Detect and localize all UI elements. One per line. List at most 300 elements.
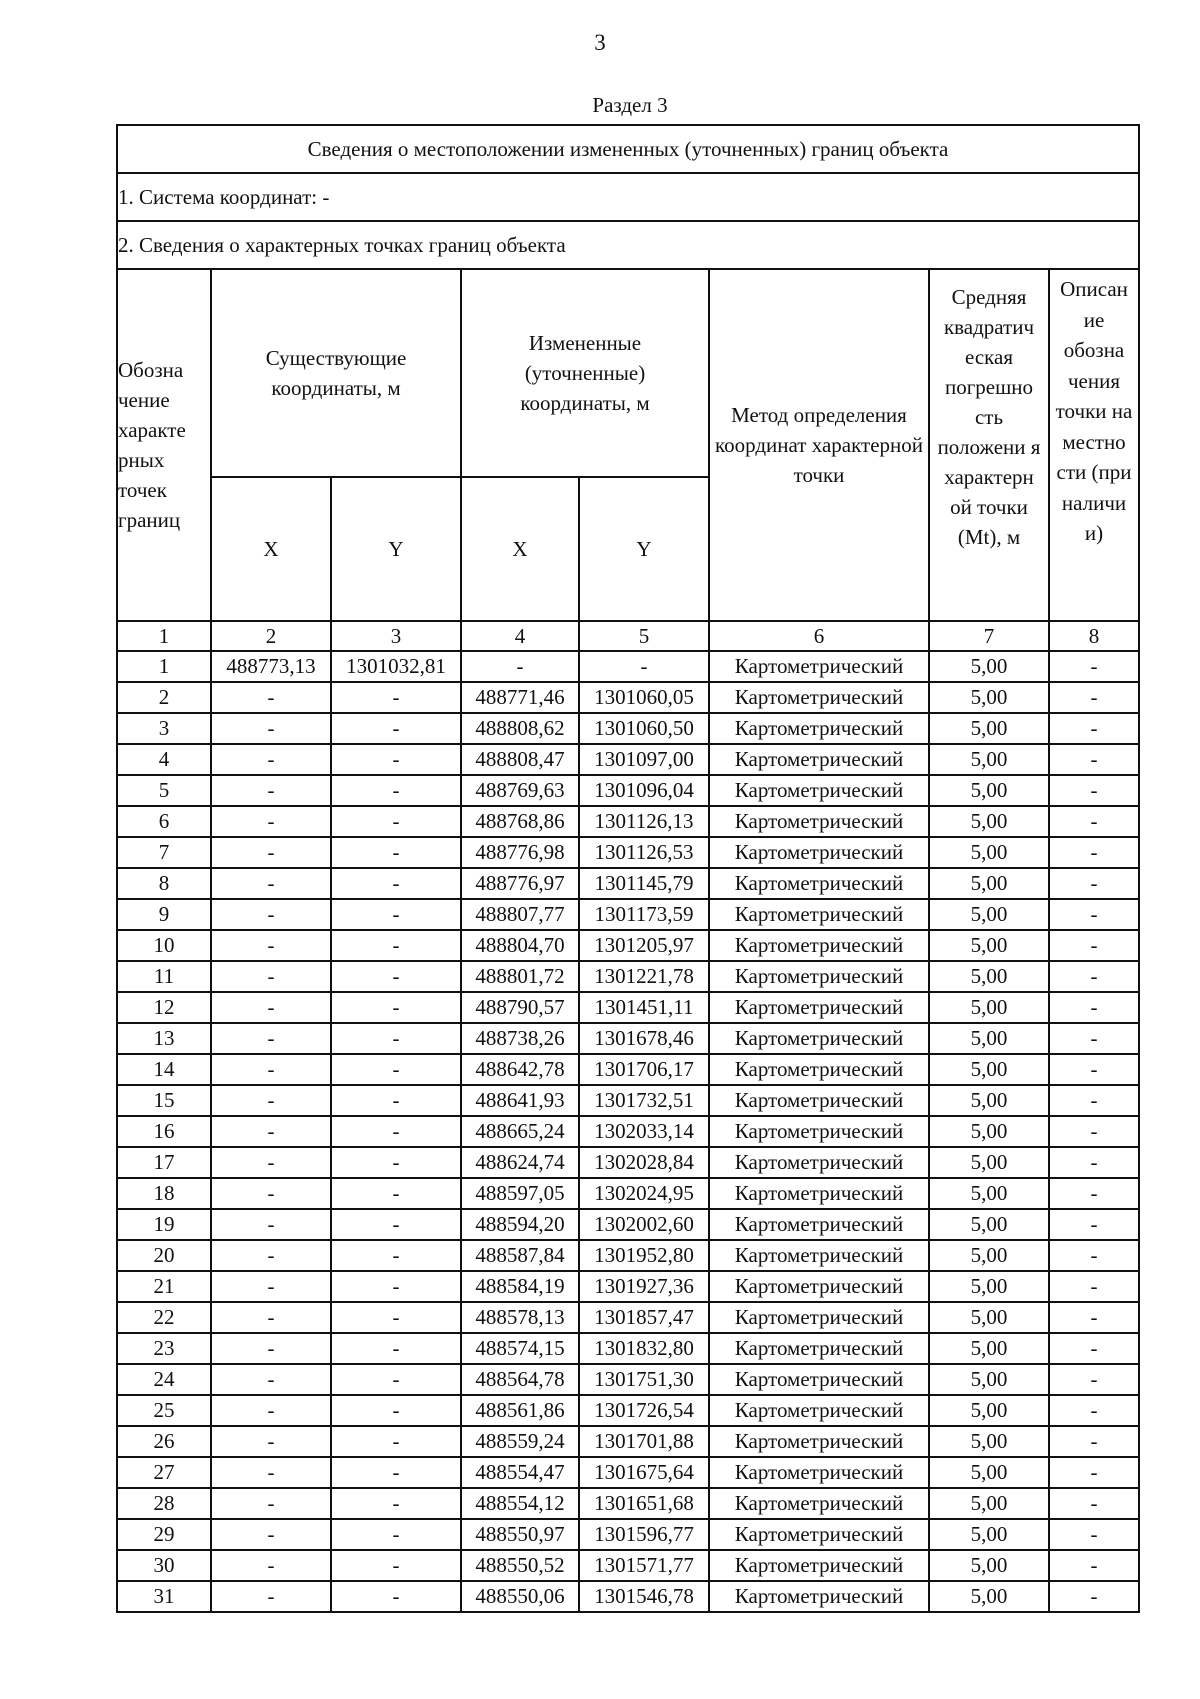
point-number-cell: 18 bbox=[117, 1178, 211, 1209]
header-mt-text: Средняя квадратич еская погрешно сть положени я характерн ой точки (Mt), м bbox=[937, 285, 1041, 549]
table-row bbox=[117, 1457, 1139, 1488]
points-section-line: 2. Сведения о характерных точках границ объекта bbox=[117, 221, 1139, 269]
table-row bbox=[117, 1271, 1139, 1302]
method-cell: Картометрический bbox=[709, 651, 929, 682]
changed-x-cell: 488776,98 bbox=[461, 837, 579, 868]
changed-y-cell: 1301952,80 bbox=[579, 1240, 709, 1271]
existing-y-cell: - bbox=[331, 1147, 461, 1178]
table-row bbox=[117, 1519, 1139, 1550]
header-changed-x: X bbox=[461, 477, 579, 621]
table-row bbox=[117, 713, 1139, 744]
mt-cell: 5,00 bbox=[929, 744, 1049, 775]
existing-x-cell: - bbox=[211, 930, 331, 961]
changed-x-cell: 488808,47 bbox=[461, 744, 579, 775]
existing-y-cell: - bbox=[331, 1271, 461, 1302]
changed-x-cell: 488807,77 bbox=[461, 899, 579, 930]
point-number-cell: 21 bbox=[117, 1271, 211, 1302]
point-number-cell: 15 bbox=[117, 1085, 211, 1116]
method-cell: Картометрический bbox=[709, 1023, 929, 1054]
existing-y-cell: - bbox=[331, 1457, 461, 1488]
description-cell: - bbox=[1049, 1023, 1139, 1054]
column-number: 1 bbox=[117, 621, 211, 651]
changed-y-cell: - bbox=[579, 651, 709, 682]
changed-x-cell: 488790,57 bbox=[461, 992, 579, 1023]
method-cell: Картометрический bbox=[709, 1178, 929, 1209]
existing-x-cell: - bbox=[211, 682, 331, 713]
description-cell: - bbox=[1049, 1240, 1139, 1271]
point-number-cell: 22 bbox=[117, 1302, 211, 1333]
existing-y-cell: - bbox=[331, 1085, 461, 1116]
method-cell: Картометрический bbox=[709, 1550, 929, 1581]
changed-y-cell: 1301927,36 bbox=[579, 1271, 709, 1302]
existing-x-cell: - bbox=[211, 961, 331, 992]
existing-x-cell: - bbox=[211, 713, 331, 744]
mt-cell: 5,00 bbox=[929, 1426, 1049, 1457]
changed-y-cell: 1301451,11 bbox=[579, 992, 709, 1023]
point-number-cell: 16 bbox=[117, 1116, 211, 1147]
changed-x-cell: 488665,24 bbox=[461, 1116, 579, 1147]
existing-x-cell: 488773,13 bbox=[211, 651, 331, 682]
existing-y-cell: - bbox=[331, 868, 461, 899]
existing-x-cell: - bbox=[211, 1116, 331, 1147]
changed-x-cell: 488808,62 bbox=[461, 713, 579, 744]
method-cell: Картометрический bbox=[709, 961, 929, 992]
header-existing-coords-text: Существующие координаты, м bbox=[265, 346, 407, 400]
header-existing-coords bbox=[211, 269, 461, 477]
header-existing-x: X bbox=[211, 477, 331, 621]
method-cell: Картометрический bbox=[709, 899, 929, 930]
mt-cell: 5,00 bbox=[929, 1488, 1049, 1519]
column-number: 6 bbox=[709, 621, 929, 651]
method-cell: Картометрический bbox=[709, 1147, 929, 1178]
description-cell: - bbox=[1049, 1488, 1139, 1519]
method-cell: Картометрический bbox=[709, 1581, 929, 1612]
mt-cell: 5,00 bbox=[929, 961, 1049, 992]
method-cell: Картометрический bbox=[709, 806, 929, 837]
changed-x-cell: 488738,26 bbox=[461, 1023, 579, 1054]
changed-x-cell: 488559,24 bbox=[461, 1426, 579, 1457]
mt-cell: 5,00 bbox=[929, 1302, 1049, 1333]
mt-cell: 5,00 bbox=[929, 1085, 1049, 1116]
description-cell: - bbox=[1049, 1178, 1139, 1209]
column-number: 3 bbox=[331, 621, 461, 651]
method-cell: Картометрический bbox=[709, 992, 929, 1023]
description-cell: - bbox=[1049, 1550, 1139, 1581]
point-number-cell: 4 bbox=[117, 744, 211, 775]
changed-y-cell: 1301060,05 bbox=[579, 682, 709, 713]
method-cell: Картометрический bbox=[709, 682, 929, 713]
point-number-cell: 12 bbox=[117, 992, 211, 1023]
changed-y-cell: 1301571,77 bbox=[579, 1550, 709, 1581]
table-row bbox=[117, 868, 1139, 899]
description-cell: - bbox=[1049, 744, 1139, 775]
header-changed-y: Y bbox=[579, 477, 709, 621]
mt-cell: 5,00 bbox=[929, 837, 1049, 868]
existing-x-cell: - bbox=[211, 1581, 331, 1612]
existing-x-cell: - bbox=[211, 1457, 331, 1488]
table-row bbox=[117, 1054, 1139, 1085]
point-number-cell: 7 bbox=[117, 837, 211, 868]
existing-y-cell: - bbox=[331, 1550, 461, 1581]
existing-y-cell: - bbox=[331, 682, 461, 713]
mt-cell: 5,00 bbox=[929, 899, 1049, 930]
existing-x-cell: - bbox=[211, 806, 331, 837]
changed-y-cell: 1301701,88 bbox=[579, 1426, 709, 1457]
point-number-cell: 1 bbox=[117, 651, 211, 682]
changed-y-cell: 1301675,64 bbox=[579, 1457, 709, 1488]
changed-x-cell: 488550,52 bbox=[461, 1550, 579, 1581]
table-row bbox=[117, 837, 1139, 868]
mt-cell: 5,00 bbox=[929, 651, 1049, 682]
existing-x-cell: - bbox=[211, 1085, 331, 1116]
description-cell: - bbox=[1049, 1364, 1139, 1395]
header-description-text: Описан ие обозна чения точки на местно сти (при наличи и) bbox=[1055, 277, 1133, 545]
changed-y-cell: 1301060,50 bbox=[579, 713, 709, 744]
mt-cell: 5,00 bbox=[929, 1147, 1049, 1178]
method-cell: Картометрический bbox=[709, 1395, 929, 1426]
table-row bbox=[117, 1550, 1139, 1581]
existing-y-cell: - bbox=[331, 1054, 461, 1085]
method-cell: Картометрический bbox=[709, 775, 929, 806]
method-cell: Картометрический bbox=[709, 1488, 929, 1519]
description-cell: - bbox=[1049, 961, 1139, 992]
description-cell: - bbox=[1049, 775, 1139, 806]
mt-cell: 5,00 bbox=[929, 1116, 1049, 1147]
table-row bbox=[117, 1302, 1139, 1333]
description-cell: - bbox=[1049, 1395, 1139, 1426]
method-cell: Картометрический bbox=[709, 837, 929, 868]
existing-x-cell: - bbox=[211, 1023, 331, 1054]
existing-x-cell: - bbox=[211, 1178, 331, 1209]
changed-x-cell: 488561,86 bbox=[461, 1395, 579, 1426]
column-number: 8 bbox=[1049, 621, 1139, 651]
table-row bbox=[117, 961, 1139, 992]
point-number-cell: 26 bbox=[117, 1426, 211, 1457]
existing-y-cell: - bbox=[331, 1488, 461, 1519]
existing-y-cell: - bbox=[331, 775, 461, 806]
existing-x-cell: - bbox=[211, 837, 331, 868]
existing-x-cell: - bbox=[211, 899, 331, 930]
header-changed-coords-text: Измененные (уточненные) координаты, м bbox=[520, 331, 650, 415]
column-number-row bbox=[117, 621, 1139, 651]
changed-x-cell: 488624,74 bbox=[461, 1147, 579, 1178]
existing-y-cell: - bbox=[331, 1240, 461, 1271]
existing-y-cell: - bbox=[331, 961, 461, 992]
changed-y-cell: 1301706,17 bbox=[579, 1054, 709, 1085]
existing-x-cell: - bbox=[211, 1209, 331, 1240]
description-cell: - bbox=[1049, 1054, 1139, 1085]
mt-cell: 5,00 bbox=[929, 1333, 1049, 1364]
changed-x-cell: - bbox=[461, 651, 579, 682]
table-row bbox=[117, 1085, 1139, 1116]
changed-y-cell: 1301145,79 bbox=[579, 868, 709, 899]
point-number-cell: 6 bbox=[117, 806, 211, 837]
table-row bbox=[117, 930, 1139, 961]
description-cell: - bbox=[1049, 992, 1139, 1023]
header-existing-y: Y bbox=[331, 477, 461, 621]
changed-y-cell: 1301173,59 bbox=[579, 899, 709, 930]
existing-x-cell: - bbox=[211, 1488, 331, 1519]
table-row bbox=[117, 1023, 1139, 1054]
existing-y-cell: - bbox=[331, 1581, 461, 1612]
changed-y-cell: 1301596,77 bbox=[579, 1519, 709, 1550]
description-cell: - bbox=[1049, 713, 1139, 744]
point-number-cell: 31 bbox=[117, 1581, 211, 1612]
method-cell: Картометрический bbox=[709, 868, 929, 899]
mt-cell: 5,00 bbox=[929, 1023, 1049, 1054]
changed-x-cell: 488768,86 bbox=[461, 806, 579, 837]
description-cell: - bbox=[1049, 837, 1139, 868]
existing-x-cell: - bbox=[211, 775, 331, 806]
column-number: 5 bbox=[579, 621, 709, 651]
description-cell: - bbox=[1049, 1457, 1139, 1488]
table-row bbox=[117, 1116, 1139, 1147]
changed-x-cell: 488584,19 bbox=[461, 1271, 579, 1302]
table-row bbox=[117, 1426, 1139, 1457]
table-row bbox=[117, 1178, 1139, 1209]
existing-x-cell: - bbox=[211, 1240, 331, 1271]
description-cell: - bbox=[1049, 682, 1139, 713]
changed-y-cell: 1301726,54 bbox=[579, 1395, 709, 1426]
changed-x-cell: 488550,97 bbox=[461, 1519, 579, 1550]
table-row bbox=[117, 1488, 1139, 1519]
changed-y-cell: 1301651,68 bbox=[579, 1488, 709, 1519]
existing-y-cell: - bbox=[331, 899, 461, 930]
header-point-designation: Обозна чение характе рных точек границ bbox=[117, 269, 211, 621]
point-number-cell: 13 bbox=[117, 1023, 211, 1054]
point-number-cell: 27 bbox=[117, 1457, 211, 1488]
changed-y-cell: 1301096,04 bbox=[579, 775, 709, 806]
mt-cell: 5,00 bbox=[929, 1457, 1049, 1488]
mt-cell: 5,00 bbox=[929, 682, 1049, 713]
method-cell: Картометрический bbox=[709, 1085, 929, 1116]
mt-cell: 5,00 bbox=[929, 1395, 1049, 1426]
point-number-cell: 20 bbox=[117, 1240, 211, 1271]
description-cell: - bbox=[1049, 1426, 1139, 1457]
existing-y-cell: - bbox=[331, 1178, 461, 1209]
method-cell: Картометрический bbox=[709, 1519, 929, 1550]
existing-y-cell: - bbox=[331, 1364, 461, 1395]
changed-y-cell: 1302024,95 bbox=[579, 1178, 709, 1209]
changed-y-cell: 1301205,97 bbox=[579, 930, 709, 961]
changed-x-cell: 488594,20 bbox=[461, 1209, 579, 1240]
changed-x-cell: 488597,05 bbox=[461, 1178, 579, 1209]
changed-y-cell: 1302033,14 bbox=[579, 1116, 709, 1147]
method-cell: Картометрический bbox=[709, 1209, 929, 1240]
existing-y-cell: - bbox=[331, 992, 461, 1023]
existing-x-cell: - bbox=[211, 1395, 331, 1426]
table-row bbox=[117, 1147, 1139, 1178]
column-number: 4 bbox=[461, 621, 579, 651]
changed-x-cell: 488771,46 bbox=[461, 682, 579, 713]
point-number-cell: 23 bbox=[117, 1333, 211, 1364]
point-number-cell: 28 bbox=[117, 1488, 211, 1519]
point-number-cell: 8 bbox=[117, 868, 211, 899]
changed-x-cell: 488554,12 bbox=[461, 1488, 579, 1519]
description-cell: - bbox=[1049, 1333, 1139, 1364]
changed-x-cell: 488801,72 bbox=[461, 961, 579, 992]
description-cell: - bbox=[1049, 1085, 1139, 1116]
method-cell: Картометрический bbox=[709, 1054, 929, 1085]
method-cell: Картометрический bbox=[709, 744, 929, 775]
table-row bbox=[117, 1240, 1139, 1271]
table-row bbox=[117, 775, 1139, 806]
method-cell: Картометрический bbox=[709, 1240, 929, 1271]
point-number-cell: 5 bbox=[117, 775, 211, 806]
existing-y-cell: - bbox=[331, 1023, 461, 1054]
point-number-cell: 10 bbox=[117, 930, 211, 961]
column-number: 2 bbox=[211, 621, 331, 651]
changed-x-cell: 488574,15 bbox=[461, 1333, 579, 1364]
description-cell: - bbox=[1049, 806, 1139, 837]
description-cell: - bbox=[1049, 1302, 1139, 1333]
boundary-points-table bbox=[116, 124, 1140, 1613]
changed-y-cell: 1301678,46 bbox=[579, 1023, 709, 1054]
point-number-cell: 29 bbox=[117, 1519, 211, 1550]
description-cell: - bbox=[1049, 1209, 1139, 1240]
table-row bbox=[117, 1395, 1139, 1426]
existing-x-cell: - bbox=[211, 744, 331, 775]
existing-y-cell: - bbox=[331, 1333, 461, 1364]
mt-cell: 5,00 bbox=[929, 1178, 1049, 1209]
mt-cell: 5,00 bbox=[929, 1271, 1049, 1302]
table-row bbox=[117, 744, 1139, 775]
existing-y-cell: - bbox=[331, 1395, 461, 1426]
description-cell: - bbox=[1049, 1581, 1139, 1612]
changed-y-cell: 1301221,78 bbox=[579, 961, 709, 992]
description-cell: - bbox=[1049, 1519, 1139, 1550]
description-cell: - bbox=[1049, 868, 1139, 899]
table-row bbox=[117, 1581, 1139, 1612]
method-cell: Картометрический bbox=[709, 930, 929, 961]
mt-cell: 5,00 bbox=[929, 1209, 1049, 1240]
existing-y-cell: - bbox=[331, 1426, 461, 1457]
coord-system-line: 1. Система координат: - bbox=[117, 173, 1139, 221]
mt-cell: 5,00 bbox=[929, 1054, 1049, 1085]
mt-cell: 5,00 bbox=[929, 1364, 1049, 1395]
table-row bbox=[117, 1333, 1139, 1364]
mt-cell: 5,00 bbox=[929, 868, 1049, 899]
mt-cell: 5,00 bbox=[929, 713, 1049, 744]
mt-cell: 5,00 bbox=[929, 930, 1049, 961]
method-cell: Картометрический bbox=[709, 1457, 929, 1488]
existing-x-cell: - bbox=[211, 868, 331, 899]
existing-y-cell: - bbox=[331, 1519, 461, 1550]
existing-x-cell: - bbox=[211, 1271, 331, 1302]
changed-x-cell: 488578,13 bbox=[461, 1302, 579, 1333]
table-row bbox=[117, 1364, 1139, 1395]
existing-x-cell: - bbox=[211, 1364, 331, 1395]
point-number-cell: 11 bbox=[117, 961, 211, 992]
existing-y-cell: - bbox=[331, 837, 461, 868]
description-cell: - bbox=[1049, 1147, 1139, 1178]
table-row bbox=[117, 682, 1139, 713]
point-number-cell: 2 bbox=[117, 682, 211, 713]
method-cell: Картометрический bbox=[709, 1364, 929, 1395]
existing-x-cell: - bbox=[211, 1550, 331, 1581]
changed-y-cell: 1301126,13 bbox=[579, 806, 709, 837]
point-number-cell: 30 bbox=[117, 1550, 211, 1581]
description-cell: - bbox=[1049, 1271, 1139, 1302]
mt-cell: 5,00 bbox=[929, 1240, 1049, 1271]
mt-cell: 5,00 bbox=[929, 1550, 1049, 1581]
method-cell: Картометрический bbox=[709, 1333, 929, 1364]
existing-x-cell: - bbox=[211, 992, 331, 1023]
mt-cell: 5,00 bbox=[929, 1519, 1049, 1550]
changed-x-cell: 488642,78 bbox=[461, 1054, 579, 1085]
changed-x-cell: 488641,93 bbox=[461, 1085, 579, 1116]
existing-y-cell: - bbox=[331, 930, 461, 961]
existing-y-cell: - bbox=[331, 1209, 461, 1240]
existing-y-cell: - bbox=[331, 1302, 461, 1333]
header-mt bbox=[929, 269, 1049, 621]
mt-cell: 5,00 bbox=[929, 1581, 1049, 1612]
changed-x-cell: 488554,47 bbox=[461, 1457, 579, 1488]
existing-x-cell: - bbox=[211, 1519, 331, 1550]
existing-x-cell: - bbox=[211, 1147, 331, 1178]
point-number-cell: 3 bbox=[117, 713, 211, 744]
changed-y-cell: 1301857,47 bbox=[579, 1302, 709, 1333]
header-description bbox=[1049, 269, 1139, 621]
description-cell: - bbox=[1049, 1116, 1139, 1147]
changed-x-cell: 488564,78 bbox=[461, 1364, 579, 1395]
point-number-cell: 17 bbox=[117, 1147, 211, 1178]
method-cell: Картометрический bbox=[709, 1302, 929, 1333]
changed-x-cell: 488550,06 bbox=[461, 1581, 579, 1612]
point-number-cell: 19 bbox=[117, 1209, 211, 1240]
changed-y-cell: 1302028,84 bbox=[579, 1147, 709, 1178]
header-method: Метод определения координат характерной точки bbox=[709, 269, 929, 621]
page-number: 3 bbox=[594, 30, 606, 55]
point-number-cell: 24 bbox=[117, 1364, 211, 1395]
changed-y-cell: 1301832,80 bbox=[579, 1333, 709, 1364]
existing-x-cell: - bbox=[211, 1054, 331, 1085]
existing-y-cell: - bbox=[331, 744, 461, 775]
existing-x-cell: - bbox=[211, 1333, 331, 1364]
table-row bbox=[117, 899, 1139, 930]
description-cell: - bbox=[1049, 930, 1139, 961]
table-row bbox=[117, 651, 1139, 682]
table-title: Сведения о местоположении измененных (уточненных) границ объекта bbox=[117, 125, 1139, 173]
column-number: 7 bbox=[929, 621, 1049, 651]
table-row bbox=[117, 1209, 1139, 1240]
changed-y-cell: 1301097,00 bbox=[579, 744, 709, 775]
header-changed-coords bbox=[461, 269, 709, 477]
changed-x-cell: 488804,70 bbox=[461, 930, 579, 961]
existing-y-cell: 1301032,81 bbox=[331, 651, 461, 682]
changed-y-cell: 1302002,60 bbox=[579, 1209, 709, 1240]
mt-cell: 5,00 bbox=[929, 806, 1049, 837]
changed-y-cell: 1301546,78 bbox=[579, 1581, 709, 1612]
method-cell: Картометрический bbox=[709, 713, 929, 744]
method-cell: Картометрический bbox=[709, 1116, 929, 1147]
description-cell: - bbox=[1049, 651, 1139, 682]
existing-x-cell: - bbox=[211, 1302, 331, 1333]
existing-y-cell: - bbox=[331, 1116, 461, 1147]
mt-cell: 5,00 bbox=[929, 775, 1049, 806]
method-cell: Картометрический bbox=[709, 1271, 929, 1302]
table-row bbox=[117, 992, 1139, 1023]
section-title: Раздел 3 bbox=[592, 93, 668, 117]
point-number-cell: 25 bbox=[117, 1395, 211, 1426]
existing-y-cell: - bbox=[331, 713, 461, 744]
point-number-cell: 14 bbox=[117, 1054, 211, 1085]
changed-x-cell: 488769,63 bbox=[461, 775, 579, 806]
changed-y-cell: 1301732,51 bbox=[579, 1085, 709, 1116]
changed-y-cell: 1301126,53 bbox=[579, 837, 709, 868]
existing-x-cell: - bbox=[211, 1426, 331, 1457]
table-row bbox=[117, 806, 1139, 837]
